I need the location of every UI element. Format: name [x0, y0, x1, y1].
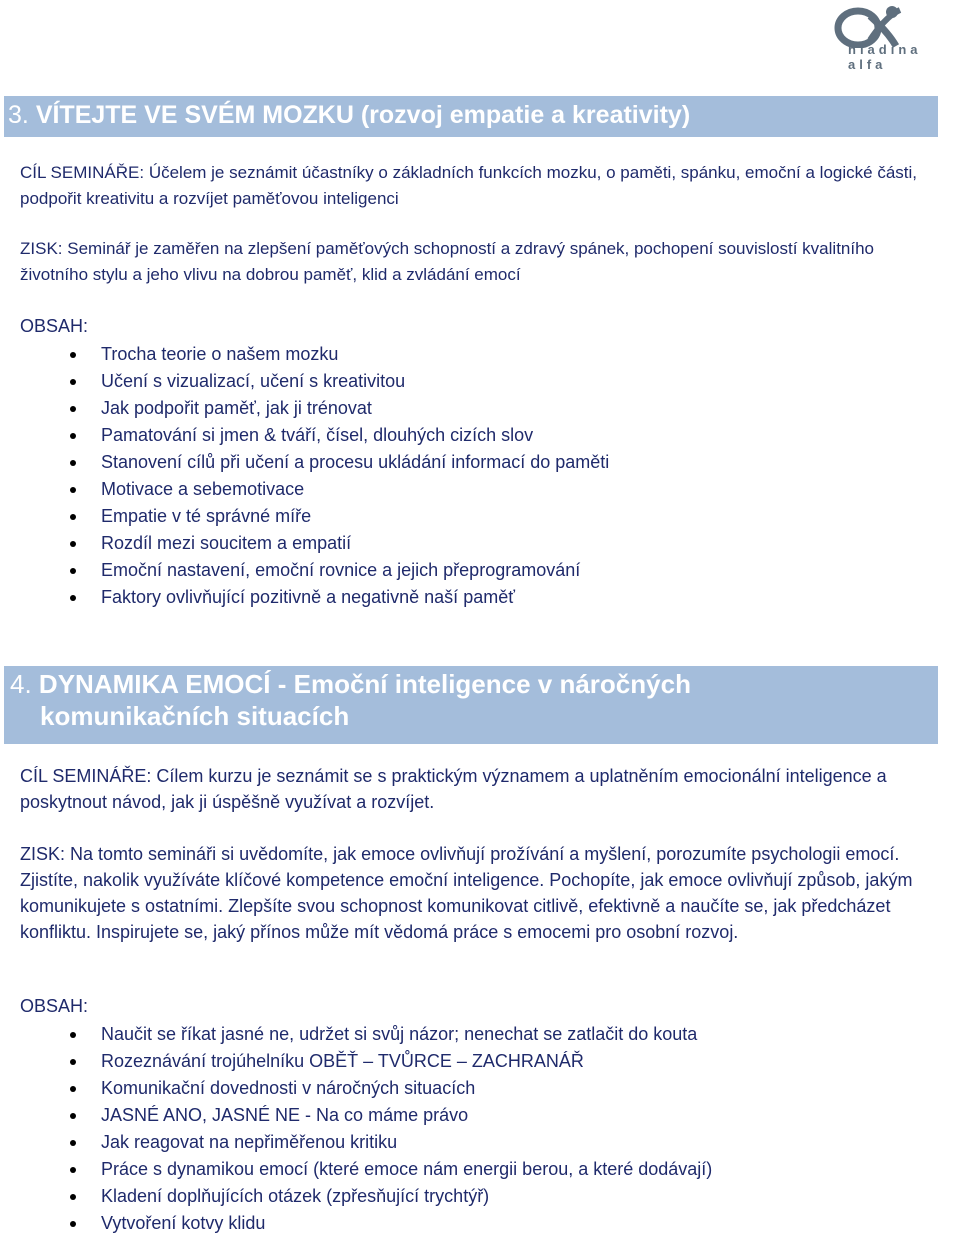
- section-3-benefit: [20, 236, 935, 288]
- section-4-benefit-text: : Na tomto semináři si uvědomíte, jak emoce ovlivňují prožívání a myšlení, porozumíte psychologii emocí. Zjistíte, nakolik využíváte klíčové kompetence emoční inteligence. Pochopíte, jak emoce ovlivňují způsob, jakým komunikujete s ostatními. Zlepšíte svou schopnost komunikovat citlivě, efektivně a naučíte se, jak předcházet konfliktu. Inspirujete se, jaký přínos může mít vědomá práce s emocemi pro osobní rozvoj.: [20, 844, 913, 942]
- section-4-title-line1: DYNAMIKA EMOCÍ - Emoční inteligence v náročných: [38, 669, 691, 699]
- section-3-content-label: OBSAH:: [20, 316, 89, 336]
- section-4-goal-label: CÍL SEMINÁŘE:: [20, 766, 152, 786]
- section-4-goal: [20, 763, 935, 815]
- section-3-header: [4, 96, 938, 137]
- list-item: Jak reagovat na nepřiměřenou kritiku: [0, 1129, 712, 1156]
- list-item: Komunikační dovednosti v náročných situacích: [0, 1075, 712, 1102]
- list-item: Kladení doplňujících otázek (zpřesňující trychtýř): [0, 1183, 712, 1210]
- section-4-benefit: [20, 841, 935, 945]
- section-3-benefit-label: ZISK: [20, 239, 58, 258]
- list-item: Faktory ovlivňující pozitivně a negativně naší paměť: [0, 584, 609, 611]
- section-3-number: 3.: [8, 101, 29, 129]
- logo-text: hladina alfa: [848, 42, 922, 72]
- section-4-benefit-label: ZISK: [20, 844, 61, 864]
- list-item: Stanovení cílů při učení a procesu ukládání informací do paměti: [0, 449, 609, 476]
- section-3-content-list: [0, 341, 609, 611]
- section-4-goal-text: Cílem kurzu je seznámit se s praktickým významem a uplatněním emocionální inteligence a poskytnout návod, jak ji úspěšně využívat a rozvíjet.: [20, 766, 887, 812]
- section-4-number: 4.: [10, 669, 32, 699]
- list-item: Trocha teorie o našem mozku: [0, 341, 609, 368]
- hladina-alfa-logo: [790, 0, 960, 72]
- list-item: Učení s vizualizací, učení s kreativitou: [0, 368, 609, 395]
- section-4-title-line2: komunikačních situacích: [40, 701, 350, 731]
- list-item: Jak podpořit paměť, jak ji trénovat: [0, 395, 609, 422]
- list-item: Rozdíl mezi soucitem a empatií: [0, 530, 609, 557]
- list-item: Vytvoření kotvy klidu: [0, 1210, 712, 1237]
- section-3-goal-label: CÍL SEMINÁŘE:: [20, 163, 145, 182]
- section-4-content-list: [0, 1021, 712, 1237]
- list-item: Práce s dynamikou emocí (které emoce nám energii berou, a které dodávají): [0, 1156, 712, 1183]
- list-item: Pamatování si jmen & tváří, čísel, dlouhých cizích slov: [0, 422, 609, 449]
- list-item: Emoční nastavení, emoční rovnice a jejich přeprogramování: [0, 557, 609, 584]
- list-item: JASNÉ ANO, JASNÉ NE - Na co máme právo: [0, 1102, 712, 1129]
- section-3-benefit-text: : Seminář je zaměřen na zlepšení paměťových schopností a zdravý spánek, pochopení souvislostí kvalitního životního stylu a jeho vlivu na dobrou paměť, klid a zvládání emocí: [20, 239, 875, 284]
- section-3-goal-text: Účelem je seznámit účastníky o základních funkcích mozku, o paměti, spánku, emoční a logické části, podpořit kreativitu a rozvíjet paměťovou inteligenci: [20, 163, 917, 208]
- list-item: Naučit se říkat jasné ne, udržet si svůj názor; nenechat se zatlačit do kouta: [0, 1021, 712, 1048]
- list-item: Empatie v té správné míře: [0, 503, 609, 530]
- section-3-title: VÍTEJTE VE SVÉM MOZKU (rozvoj empatie a kreativity): [35, 101, 691, 129]
- list-item: Rozeznávání trojúhelníku OBĚŤ – TVŮRCE – ZACHRANÁŘ: [0, 1048, 712, 1075]
- section-3-goal: [20, 160, 935, 212]
- section-4-content-label: OBSAH:: [20, 996, 89, 1016]
- list-item: Motivace a sebemotivace: [0, 476, 609, 503]
- section-4-header: [4, 666, 938, 744]
